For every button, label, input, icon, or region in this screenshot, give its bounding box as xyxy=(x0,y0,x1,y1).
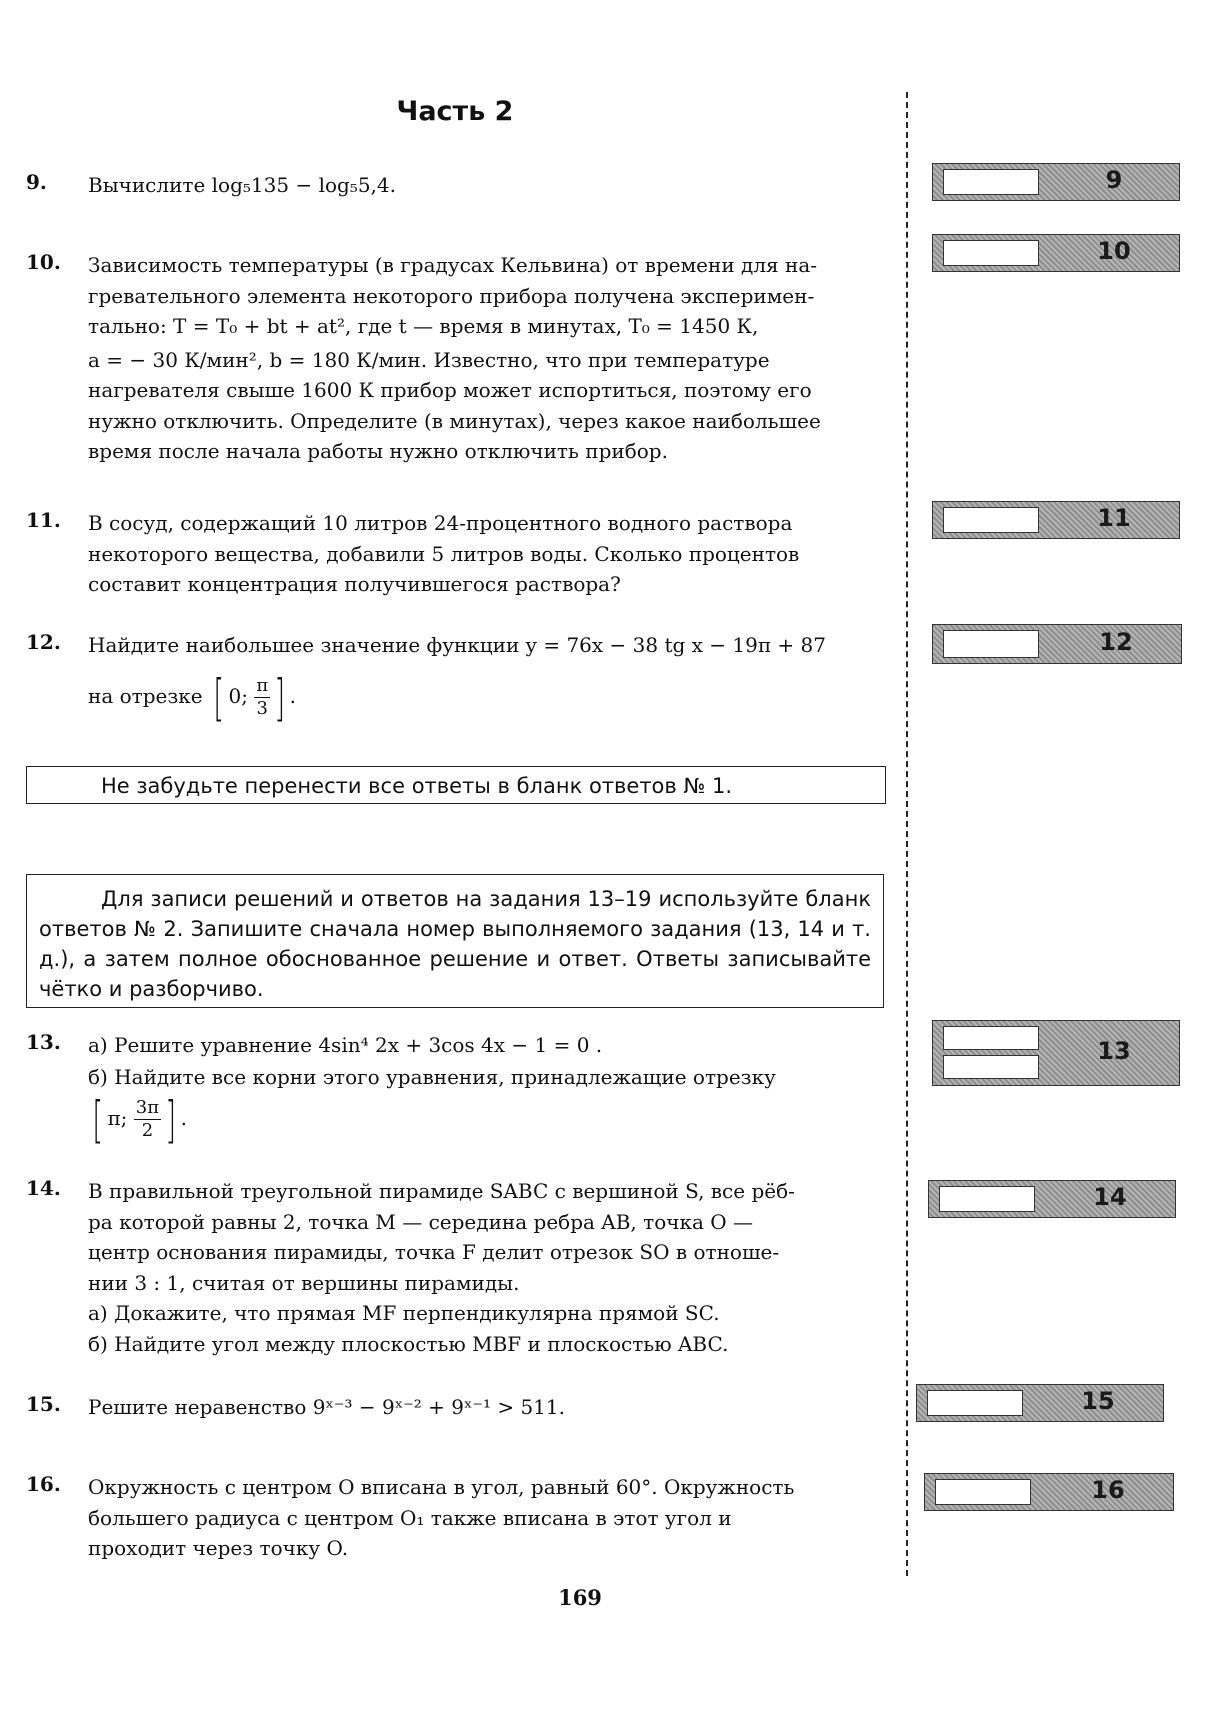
right-bracket-icon: ] xyxy=(274,668,286,727)
task-14-text xyxy=(88,1176,886,1359)
fraction-denominator: 3 xyxy=(256,698,268,719)
task-16-text xyxy=(88,1472,886,1564)
answer-box-11[interactable] xyxy=(932,501,1180,539)
answer-box-13[interactable] xyxy=(932,1020,1180,1086)
margin-dashed-line xyxy=(906,92,908,1576)
task-10-line: a = − 30 К/мин², b = 180 К/мин. Известно, что при температуре xyxy=(88,347,770,372)
task-10-text xyxy=(88,250,886,467)
answer-box-10[interactable] xyxy=(932,234,1180,272)
answer-slot-a[interactable] xyxy=(943,1026,1039,1050)
answer-box-12[interactable] xyxy=(932,624,1182,664)
answer-box-label: 16 xyxy=(1091,1476,1125,1504)
task-13-segment xyxy=(88,1090,886,1149)
answer-box-16[interactable] xyxy=(924,1473,1174,1511)
part-heading: Часть 2 xyxy=(396,96,514,127)
answer-box-label: 15 xyxy=(1081,1387,1115,1415)
answer-slot[interactable] xyxy=(939,1186,1035,1212)
task-10-line: нужно отключить. Определите (в минутах), через какое наибольшее xyxy=(88,408,821,433)
answer-slot[interactable] xyxy=(943,169,1039,195)
task-16-line: проходит через точку O. xyxy=(88,1536,349,1560)
task-14-line: ра которой равны 2, точка M — середина ребра AB, точка O — xyxy=(88,1209,754,1234)
task-10-line: нагревателя свыше 1600 К прибор может испортиться, поэтому его xyxy=(88,378,812,402)
task-14-line: б) Найдите угол между плоскостью MBF и плоскостью ABC. xyxy=(88,1331,729,1356)
task-15-text: Решите неравенство 9ˣ⁻³ − 9ˣ⁻² + 9ˣ⁻¹ > 511. xyxy=(88,1395,565,1419)
answer-box-label: 13 xyxy=(1097,1037,1131,1065)
instructions-notice xyxy=(26,874,884,1008)
task-16-number: 16. xyxy=(26,1472,61,1496)
task-15-number: 15. xyxy=(26,1392,61,1416)
answer-box-9[interactable] xyxy=(932,163,1180,201)
task-13-line-b: б) Найдите все корни этого уравнения, принадлежащие отрезку xyxy=(88,1065,776,1089)
task-11-line: некоторого вещества, добавили 5 литров воды. Сколько процентов xyxy=(88,541,800,566)
task-12-line1: Найдите наибольшее значение функции y = 76x − 38 tg x − 19π + 87 xyxy=(88,633,826,657)
task-13-fraction xyxy=(134,1097,161,1142)
answer-box-14[interactable] xyxy=(928,1180,1176,1218)
answer-box-15[interactable] xyxy=(916,1384,1164,1422)
task-16-line: большего радиуса с центром O₁ также вписана в этот угол и xyxy=(88,1505,732,1530)
left-bracket-icon: [ xyxy=(92,1090,104,1149)
task-10-line: тально: T = T₀ + bt + at², где t — время в минутах, T₀ = 1450 К, xyxy=(88,314,759,338)
answer-box-label: 9 xyxy=(1105,166,1123,194)
fraction-numerator: π xyxy=(256,675,269,696)
task-16-line: Окружность с центром O вписана в угол, равный 60°. Окружность xyxy=(88,1475,795,1499)
task-11-line: В сосуд, содержащий 10 литров 24-процентного водного раствора xyxy=(88,511,793,535)
instructions-text: Для записи решений и ответов на задания 13–19 используйте бланк ответов № 2. Запишите сначала номер выполняемого задания (13, 14 и т. д.), а затем полное обоснованное решение и ответ. Ответы записывайте чётко и разборчиво. xyxy=(39,887,871,1001)
task-10-number: 10. xyxy=(26,250,61,274)
transfer-notice: Не забудьте перенести все ответы в бланк ответов № 1. xyxy=(26,766,886,804)
right-bracket-icon: ] xyxy=(165,1090,177,1149)
task-12-fraction xyxy=(254,675,270,720)
task-12-line2 xyxy=(88,668,886,727)
answer-box-label: 10 xyxy=(1097,237,1131,265)
task-12-segment-end: . xyxy=(289,684,297,708)
task-13-line-a: а) Решите уравнение 4sin⁴ 2x + 3cos 4x − 1 = 0 . xyxy=(88,1033,603,1057)
task-14-line: центр основания пирамиды, точка F делит отрезок SO в отноше- xyxy=(88,1240,780,1264)
task-12-segment-left: 0; xyxy=(228,684,248,708)
task-11-number: 11. xyxy=(26,508,61,532)
answer-box-label: 11 xyxy=(1097,504,1131,532)
task-11-text xyxy=(88,508,886,600)
task-12-number: 12. xyxy=(26,630,61,654)
answer-slot[interactable] xyxy=(943,507,1039,533)
fraction-numerator: 3π xyxy=(135,1097,160,1118)
task-13-segment-left: π; xyxy=(107,1106,128,1130)
answer-slot[interactable] xyxy=(927,1390,1023,1416)
left-bracket-icon: [ xyxy=(213,668,225,727)
answer-slot-b[interactable] xyxy=(943,1055,1039,1079)
fraction-denominator: 2 xyxy=(141,1120,154,1141)
task-13-number: 13. xyxy=(26,1030,61,1054)
task-14-line: В правильной треугольной пирамиде SABC с вершиной S, все рёб- xyxy=(88,1179,795,1203)
answer-slot[interactable] xyxy=(943,630,1039,658)
task-10-line: Зависимость температуры (в градусах Кельвина) от времени для на- xyxy=(88,253,818,277)
task-11-line: составит концентрация получившегося раствора? xyxy=(88,572,621,596)
task-9-number: 9. xyxy=(26,170,47,194)
task-10-line: время после начала работы нужно отключить прибор. xyxy=(88,439,668,463)
task-13-segment-end: . xyxy=(180,1106,187,1130)
task-9-text: Вычислите log₅135 − log₅5,4. xyxy=(88,173,396,197)
answer-box-label: 14 xyxy=(1093,1183,1127,1211)
answer-box-label: 12 xyxy=(1099,628,1133,656)
task-14-number: 14. xyxy=(26,1176,61,1200)
task-14-line: а) Докажите, что прямая MF перпендикулярна прямой SC. xyxy=(88,1301,720,1325)
task-12-segment-prefix: на отрезке xyxy=(88,684,203,708)
answer-slot[interactable] xyxy=(935,1479,1031,1505)
task-14-line: нии 3 : 1, считая от вершины пирамиды. xyxy=(88,1270,520,1295)
answer-slot[interactable] xyxy=(943,240,1039,266)
page-number: 169 xyxy=(558,1585,602,1610)
task-10-line: гревательного элемента некоторого прибора получена эксперимен- xyxy=(88,283,815,308)
